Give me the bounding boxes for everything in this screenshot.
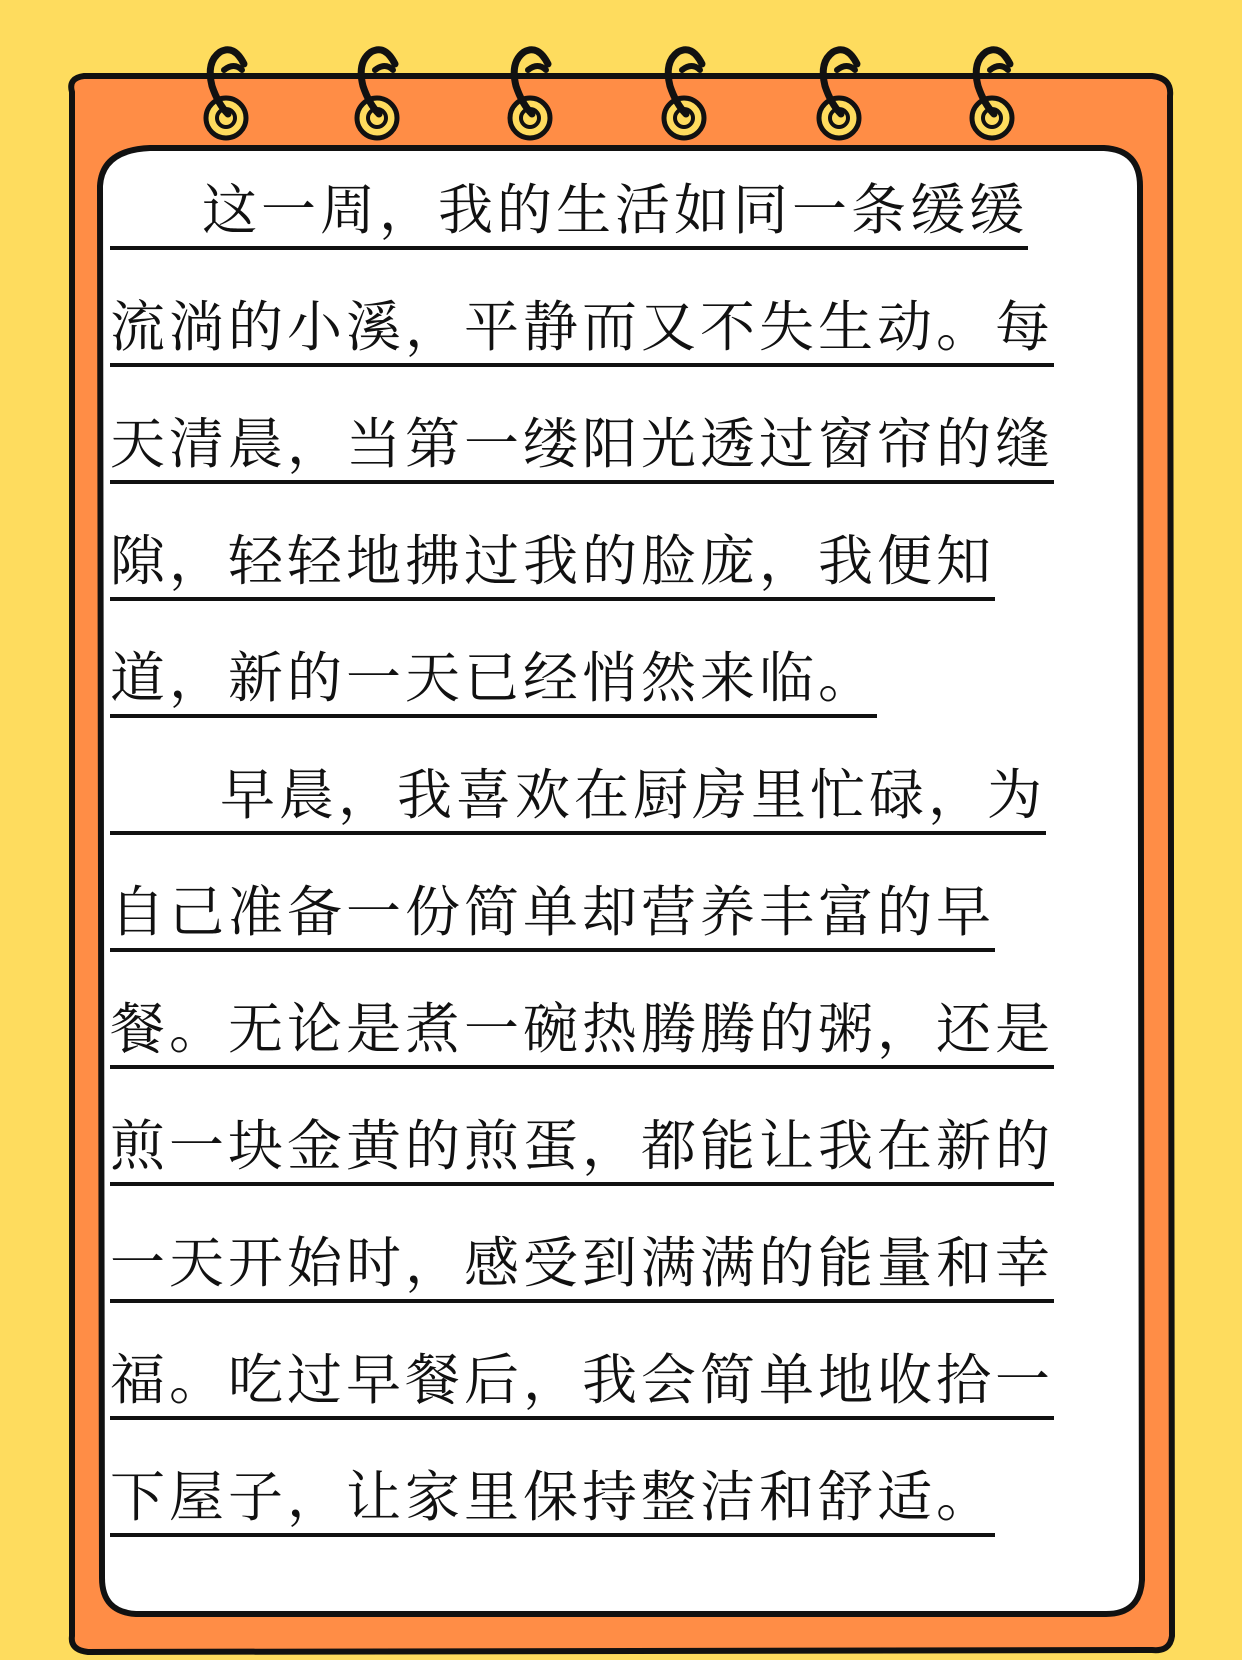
text-line xyxy=(110,1465,1130,1582)
paragraph-1-line-5: 道，新的一天已经悄然来临。 xyxy=(110,646,877,718)
text-line xyxy=(110,997,1130,1114)
text-line xyxy=(110,412,1130,529)
paragraph-1-line-3: 天清晨，当第一缕阳光透过窗帘的缝 xyxy=(110,412,1054,484)
text-line xyxy=(110,1348,1130,1465)
text-line xyxy=(110,529,1130,646)
paragraph-2-line-4: 煎一块金黄的煎蛋，都能让我在新的 xyxy=(110,1114,1054,1186)
text-line xyxy=(110,880,1130,997)
text-line xyxy=(110,763,1130,880)
paragraph-2-line-2: 自己准备一份简单却营养丰富的早 xyxy=(110,880,995,952)
text-line xyxy=(110,178,1130,295)
paragraph-1-line-2: 流淌的小溪，平静而又不失生动。每 xyxy=(110,295,1054,367)
paragraph-2-line-5: 一天开始时，感受到满满的能量和幸 xyxy=(110,1231,1054,1303)
paragraph-2-line-6: 福。吃过早餐后，我会简单地收拾一 xyxy=(110,1348,1054,1420)
notebook-text xyxy=(110,178,1130,1582)
paragraph-1-line-1: 这一周，我的生活如同一条缓缓 xyxy=(110,178,1028,250)
text-line xyxy=(110,646,1130,763)
text-line xyxy=(110,1231,1130,1348)
text-line xyxy=(110,1114,1130,1231)
paragraph-2-line-1: 早晨，我喜欢在厨房里忙碌，为 xyxy=(110,763,1046,835)
text-line xyxy=(110,295,1130,412)
paragraph-1-line-4: 隙，轻轻地拂过我的脸庞，我便知 xyxy=(110,529,995,601)
paragraph-2-line-3: 餐。无论是煮一碗热腾腾的粥，还是 xyxy=(110,997,1054,1069)
paragraph-2-line-7: 下屋子，让家里保持整洁和舒适。 xyxy=(110,1465,995,1537)
